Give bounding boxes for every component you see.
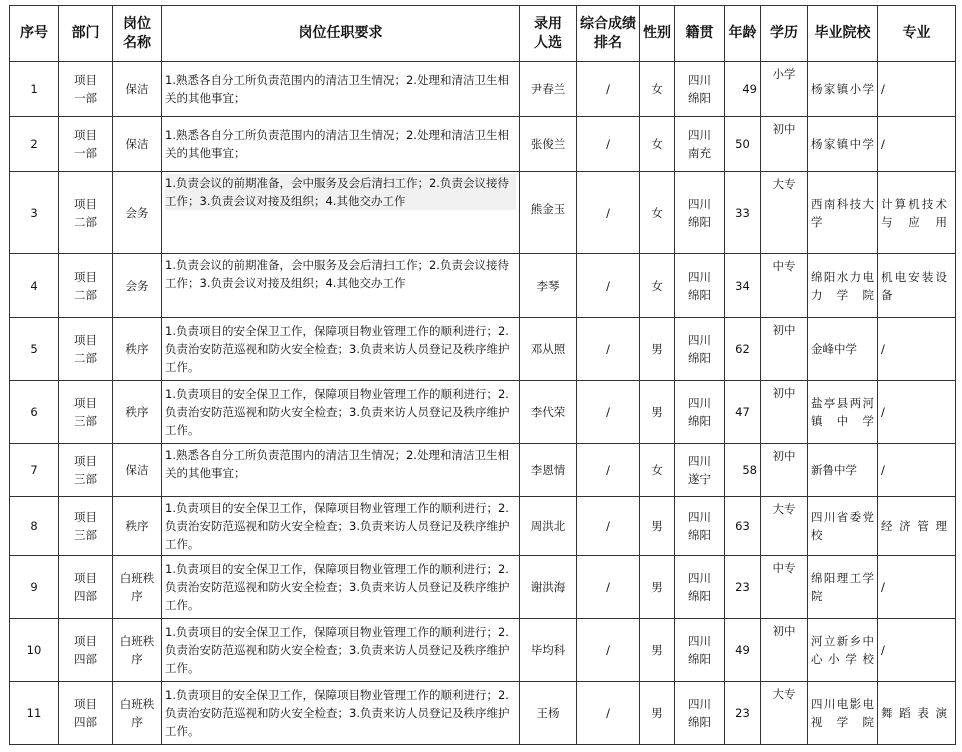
header-row bbox=[10, 6, 956, 62]
cell-dept: 项目四部 bbox=[59, 619, 113, 682]
header-age: 年龄 bbox=[725, 6, 761, 62]
cell-school: 绵阳水力电力学院 bbox=[808, 254, 878, 318]
cell-major: 计算机技术与应用 bbox=[878, 172, 956, 254]
table-wrapper bbox=[9, 5, 956, 745]
table-row bbox=[10, 172, 956, 254]
cell-school: 河立新乡中心小学校 bbox=[808, 619, 878, 682]
cell-age: 62 bbox=[725, 318, 761, 381]
cell-dept: 项目三部 bbox=[59, 497, 113, 556]
cell-dept: 项目二部 bbox=[59, 172, 113, 254]
cell-post: 秩序 bbox=[113, 381, 162, 444]
cell-major: / bbox=[878, 556, 956, 619]
cell-origin: 四川绵阳 bbox=[675, 556, 725, 619]
cell-hire: 李琴 bbox=[520, 254, 577, 318]
cell-origin: 四川绵阳 bbox=[675, 497, 725, 556]
cell-no: 11 bbox=[10, 682, 59, 745]
cell-edu: 初中 bbox=[761, 318, 808, 381]
cell-hire: 李代荣 bbox=[520, 381, 577, 444]
cell-major: / bbox=[878, 619, 956, 682]
cell-sex: 男 bbox=[640, 619, 675, 682]
cell-school: 金峰中学 bbox=[808, 318, 878, 381]
cell-requirements: 1.负责项目的安全保卫工作，保障项目物业管理工作的顺利进行；2.负责治安防范巡视和防火安全检查；3.负责来访人员登记及秩序维护工作。 bbox=[162, 381, 520, 444]
table-row bbox=[10, 117, 956, 172]
cell-no: 6 bbox=[10, 381, 59, 444]
cell-school: 新鲁中学 bbox=[808, 444, 878, 497]
cell-school: 四川电影电视学院 bbox=[808, 682, 878, 745]
header-rank: 综合成绩排名 bbox=[577, 6, 640, 62]
cell-post: 白班秩序 bbox=[113, 619, 162, 682]
cell-rank: / bbox=[577, 254, 640, 318]
cell-dept: 项目四部 bbox=[59, 682, 113, 745]
table-row bbox=[10, 556, 956, 619]
table-row bbox=[10, 619, 956, 682]
cell-edu: 初中 bbox=[761, 117, 808, 172]
cell-origin: 四川绵阳 bbox=[675, 318, 725, 381]
cell-post: 白班秩序 bbox=[113, 682, 162, 745]
cell-hire: 周洪北 bbox=[520, 497, 577, 556]
cell-hire: 邓从照 bbox=[520, 318, 577, 381]
cell-dept: 项目二部 bbox=[59, 254, 113, 318]
table-row bbox=[10, 682, 956, 745]
cell-post: 会务 bbox=[113, 254, 162, 318]
cell-sex: 男 bbox=[640, 556, 675, 619]
cell-age: 58 bbox=[725, 444, 761, 497]
cell-age: 49 bbox=[725, 619, 761, 682]
cell-no: 8 bbox=[10, 497, 59, 556]
cell-rank: / bbox=[577, 444, 640, 497]
header-sex: 性别 bbox=[640, 6, 675, 62]
cell-dept: 项目四部 bbox=[59, 556, 113, 619]
cell-origin: 四川绵阳 bbox=[675, 682, 725, 745]
cell-post: 秩序 bbox=[113, 497, 162, 556]
header-major: 专业 bbox=[878, 6, 956, 62]
cell-no: 3 bbox=[10, 172, 59, 254]
cell-school: 四川省委党校 bbox=[808, 497, 878, 556]
cell-hire: 尹春兰 bbox=[520, 62, 577, 117]
cell-requirements: 1.熟悉各自分工所负责范围内的清洁卫生情况；2.处理和清洁卫生相关的其他事宜； bbox=[162, 444, 520, 497]
cell-origin: 四川绵阳 bbox=[675, 381, 725, 444]
cell-sex: 男 bbox=[640, 381, 675, 444]
cell-hire: 毕均科 bbox=[520, 619, 577, 682]
cell-rank: / bbox=[577, 318, 640, 381]
cell-hire: 李恩情 bbox=[520, 444, 577, 497]
cell-rank: / bbox=[577, 682, 640, 745]
cell-rank: / bbox=[577, 497, 640, 556]
cell-edu: 大专 bbox=[761, 682, 808, 745]
cell-sex: 女 bbox=[640, 444, 675, 497]
cell-post: 会务 bbox=[113, 172, 162, 254]
cell-requirements: 1.负责项目的安全保卫工作，保障项目物业管理工作的顺利进行；2.负责治安防范巡视和防火安全检查；3.负责来访人员登记及秩序维护工作。 bbox=[162, 497, 520, 556]
cell-major: / bbox=[878, 444, 956, 497]
table-row bbox=[10, 381, 956, 444]
cell-no: 7 bbox=[10, 444, 59, 497]
cell-rank: / bbox=[577, 117, 640, 172]
cell-requirements: 1.熟悉各自分工所负责范围内的清洁卫生情况；2.处理和清洁卫生相关的其他事宜； bbox=[162, 62, 520, 117]
header-origin: 籍贯 bbox=[675, 6, 725, 62]
cell-edu: 大专 bbox=[761, 172, 808, 254]
cell-major: 舞蹈表演 bbox=[878, 682, 956, 745]
cell-school: 盐亭县两河镇中学 bbox=[808, 381, 878, 444]
cell-edu: 小学 bbox=[761, 62, 808, 117]
cell-post: 秩序 bbox=[113, 318, 162, 381]
cell-major: / bbox=[878, 381, 956, 444]
cell-sex: 女 bbox=[640, 172, 675, 254]
cell-no: 1 bbox=[10, 62, 59, 117]
cell-age: 49 bbox=[725, 62, 761, 117]
cell-sex: 男 bbox=[640, 497, 675, 556]
cell-sex: 女 bbox=[640, 254, 675, 318]
requirements-text: 1.负责会议的前期准备，会中服务及会后清扫工作；2.负责会议接待工作；3.负责会议对接及组织；4.其他交办工作 bbox=[165, 174, 516, 210]
cell-sex: 女 bbox=[640, 117, 675, 172]
cell-age: 50 bbox=[725, 117, 761, 172]
cell-origin: 四川南充 bbox=[675, 117, 725, 172]
cell-requirements: 1.负责会议的前期准备，会中服务及会后清扫工作；2.负责会议接待工作；3.负责会议对接及组织；4.其他交办工作 bbox=[162, 254, 520, 318]
cell-age: 23 bbox=[725, 682, 761, 745]
cell-requirements: 1.熟悉各自分工所负责范围内的清洁卫生情况；2.处理和清洁卫生相关的其他事宜； bbox=[162, 117, 520, 172]
cell-age: 63 bbox=[725, 497, 761, 556]
header-requirements: 岗位任职要求 bbox=[162, 6, 520, 62]
cell-age: 47 bbox=[725, 381, 761, 444]
header-no: 序号 bbox=[10, 6, 59, 62]
cell-requirements: 1.负责项目的安全保卫工作，保障项目物业管理工作的顺利进行；2.负责治安防范巡视和防火安全检查；3.负责来访人员登记及秩序维护工作。 bbox=[162, 619, 520, 682]
cell-rank: / bbox=[577, 619, 640, 682]
cell-dept: 项目三部 bbox=[59, 444, 113, 497]
cell-rank: / bbox=[577, 172, 640, 254]
cell-post: 保洁 bbox=[113, 444, 162, 497]
cell-sex: 男 bbox=[640, 682, 675, 745]
cell-rank: / bbox=[577, 381, 640, 444]
table-row bbox=[10, 444, 956, 497]
cell-major: / bbox=[878, 62, 956, 117]
cell-edu: 初中 bbox=[761, 444, 808, 497]
table-row bbox=[10, 254, 956, 318]
header-edu: 学历 bbox=[761, 6, 808, 62]
cell-major: 机电安装设备 bbox=[878, 254, 956, 318]
cell-rank: / bbox=[577, 62, 640, 117]
cell-edu: 大专 bbox=[761, 497, 808, 556]
header-hire: 录用人选 bbox=[520, 6, 577, 62]
header-dept: 部门 bbox=[59, 6, 113, 62]
cell-school: 杨家镇小学 bbox=[808, 62, 878, 117]
cell-major: 经济管理 bbox=[878, 497, 956, 556]
cell-post: 保洁 bbox=[113, 62, 162, 117]
cell-age: 23 bbox=[725, 556, 761, 619]
cell-no: 9 bbox=[10, 556, 59, 619]
cell-major: / bbox=[878, 318, 956, 381]
cell-origin: 四川遂宁 bbox=[675, 444, 725, 497]
cell-dept: 项目三部 bbox=[59, 381, 113, 444]
cell-dept: 项目一部 bbox=[59, 62, 113, 117]
cell-origin: 四川绵阳 bbox=[675, 254, 725, 318]
cell-requirements: 1.负责项目的安全保卫工作，保障项目物业管理工作的顺利进行；2.负责治安防范巡视和防火安全检查；3.负责来访人员登记及秩序维护工作。 bbox=[162, 682, 520, 745]
table-row bbox=[10, 318, 956, 381]
cell-school: 绵阳理工学院 bbox=[808, 556, 878, 619]
cell-sex: 男 bbox=[640, 318, 675, 381]
cell-hire: 王杨 bbox=[520, 682, 577, 745]
cell-dept: 项目二部 bbox=[59, 318, 113, 381]
cell-edu: 中专 bbox=[761, 254, 808, 318]
cell-hire: 张俊兰 bbox=[520, 117, 577, 172]
cell-post: 保洁 bbox=[113, 117, 162, 172]
cell-no: 4 bbox=[10, 254, 59, 318]
cell-requirements: 1.负责项目的安全保卫工作，保障项目物业管理工作的顺利进行；2.负责治安防范巡视和防火安全检查；3.负责来访人员登记及秩序维护工作。 bbox=[162, 556, 520, 619]
cell-no: 10 bbox=[10, 619, 59, 682]
header-school: 毕业院校 bbox=[808, 6, 878, 62]
cell-age: 33 bbox=[725, 172, 761, 254]
cell-rank: / bbox=[577, 556, 640, 619]
cell-dept: 项目一部 bbox=[59, 117, 113, 172]
cell-origin: 四川绵阳 bbox=[675, 62, 725, 117]
cell-edu: 初中 bbox=[761, 381, 808, 444]
cell-origin: 四川绵阳 bbox=[675, 619, 725, 682]
cell-school: 杨家镇中学 bbox=[808, 117, 878, 172]
cell-requirements bbox=[162, 172, 520, 254]
cell-edu: 初中 bbox=[761, 619, 808, 682]
cell-requirements: 1.负责项目的安全保卫工作，保障项目物业管理工作的顺利进行；2.负责治安防范巡视和防火安全检查；3.负责来访人员登记及秩序维护工作。 bbox=[162, 318, 520, 381]
cell-no: 5 bbox=[10, 318, 59, 381]
cell-sex: 女 bbox=[640, 62, 675, 117]
cell-age: 34 bbox=[725, 254, 761, 318]
cell-school: 西南科技大学 bbox=[808, 172, 878, 254]
cell-hire: 熊金玉 bbox=[520, 172, 577, 254]
cell-origin: 四川绵阳 bbox=[675, 172, 725, 254]
cell-post: 白班秩序 bbox=[113, 556, 162, 619]
table-row bbox=[10, 497, 956, 556]
table-row bbox=[10, 62, 956, 117]
cell-no: 2 bbox=[10, 117, 59, 172]
cell-hire: 谢洪海 bbox=[520, 556, 577, 619]
cell-edu: 中专 bbox=[761, 556, 808, 619]
hiring-roster-table bbox=[9, 5, 956, 745]
cell-major: / bbox=[878, 117, 956, 172]
header-post: 岗位名称 bbox=[113, 6, 162, 62]
